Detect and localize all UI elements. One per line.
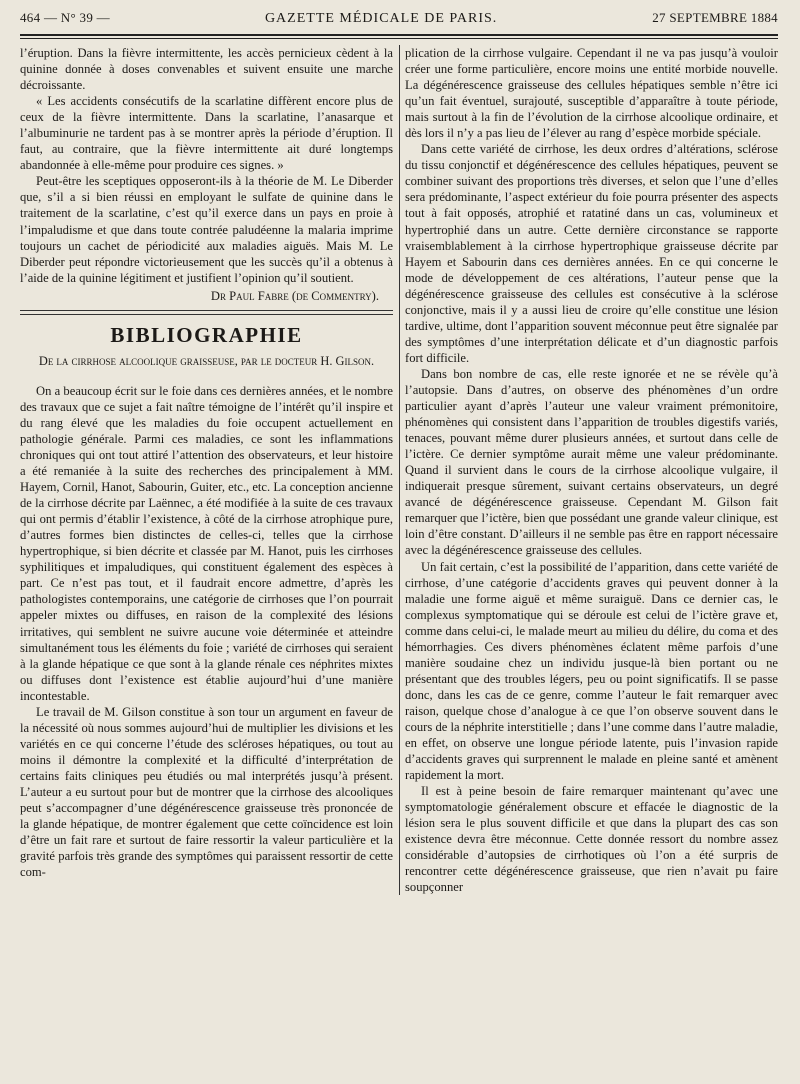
paragraph: Dans cette variété de cirrhose, les deux ordres d’altérations, sclérose du tissu conjonctif et dégénérescence des cellules hépatiques, peuvent se combiner suivant des proportions très diverses, et selon que l’une d’elles sera prédominante, l’aspect extérieur du foie pourra présenter des aspects tout à fait opposés, atrophié et ratatiné dans un cas, volumineux et hypertrophié dans un autre. Cette dernière circonstance se rapporte vraisemblablement à la cirrhose hypertrophique graisseuse décrite par Hayem et Sabourin dans ces dernières années. En ce qui concerne le mode de développement de ces altérations, l’auteur pense que la dégénérescence graisseuse des cellules est consécutive à la sclérose conjonctive, mais il y a aussi lieu de croire qu’elle constitue une lésion tardive, ultime, dont l’apparition souvent méconnue peut être signalée par des symptômes d’une interprétation délicate et d’un diagnostic parfois fort difficile.: [405, 142, 778, 365]
page-number: 464 — N° 39 —: [20, 10, 110, 25]
paragraph: « Les accidents consécutifs de la scarlatine diffèrent encore plus de ceux de la fièvre intermittente. Dans la scarlatine, l’anasarque et l’albuminurie ne tardent pas à se montrer après la période d’éruption. Il faut, au contraire, que la fièvre intermittente ait duré longtemps abandonnée à elle-même pour produire ces signes. »: [20, 94, 393, 173]
header-rule: [20, 34, 778, 39]
running-header: [20, 10, 778, 32]
paragraph: Le travail de M. Gilson constitue à son tour un argument en faveur de la nécessité où nous sommes aujourd’hui de multiplier les divisions et les variétés en ce qui concerne l’étude des scléroses hépatiques, ou tout au moins il démontre la complexité et la difficulté d’interprétation de certains faits cliniques peu étudiés ou mal interprétés jusqu’à présent. L’auteur a eu surtout pour but de montrer que la cirrhose des alcooliques peut s’accompagner d’une dégénérescence graisseuse très prononcée de la glande hépatique, de montrer également que cette coïncidence est loin d’être un fait rare et surtout de faire ressortir la valeur particulière et la gravité parfois très grande des symptômes qui paraissent ressortir de cette com-: [20, 704, 393, 880]
two-column-body: [20, 45, 778, 895]
paragraph: Il est à peine besoin de faire remarquer maintenant qu’avec une symptomatologie généralement obscure et effacée le diagnostic de la lésion sera le plus souvent difficile et que dans la plupart des cas son existence devra être méconnue. Cette donnée ressort du nombre assez considérable d’autopsies de cirrhotiques où l’on a été surpris de rencontrer cette dégénérescence graisseuse, que rien n’avait pu faire soupçonner: [405, 784, 778, 895]
author-signature: Dr Paul Fabre (de Commentry).: [210, 288, 379, 303]
paragraph: plication de la cirrhose vulgaire. Cependant il ne va pas jusqu’à vouloir créer une forme particulière, encore moins une entité morbide nouvelle. La dégénérescence graisseuse des cellules hépatiques semble n’être ici qu’un fait éventuel, surajouté, susceptible d’apparaître à toute période, mais surtout à la fin de l’évolution de la cirrhose alcoolique ordinaire, et dès lors il n’y a pas lieu de l’élever au rang d’espèce morbide spéciale.: [405, 46, 778, 141]
journal-title: GAZETTE MÉDICALE DE PARIS.: [264, 11, 498, 26]
paragraph: l’éruption. Dans la fièvre intermittente, les accès pernicieux cèdent à la quinine donnée à doses convenables et suivent ensuite une marche décroissante.: [20, 46, 393, 93]
paragraph: On a beaucoup écrit sur le foie dans ces dernières années, et le nombre des travaux que ce sujet a fait naître témoigne de l’intérêt qu’il inspire et du rang élevé que les maladies du foie occupent actuellement en pathologie générale. Parmi ces maladies, ce sont les inflammations chroniques qui ont tout attiré l’attention des observateurs, et leur histoire a été remaniée à la suite des recherches des principalement à MM. Hayem, Cornil, Hanot, Sabourin, Guiter, etc., etc. La conception ancienne de la cirrhose décrite par Laënnec, a été modifiée à la suite de ces travaux qui ont permis d’établir l’existence, à côté de la cirrhose atrophique pure, d’autres formes bien distinctes de celles-ci, telles que la cirrhose hypertrophique, si bien décrite et classée par M. Hanot, puis les cirrhoses syphilitiques et impaludiques, qui constituent également des espèces à part. Ce n’est pas tout, et il faudrait encore admettre, d’après les pathologistes contemporains, une catégorie de cirrhoses que l’on pourrait appeler mixtes ou diffuses, en raison de la complexité des lésions irritatives, qui semblent ne suivre aucune voie déterminée et atteindre simultanément tous les éléments du foie ; variété de cirrhoses qui seraient à la glande hépatique ce que sont à la glande rénale ces néphrites mixtes ou diffuses dont l’existence est établie aujourd’hui d’une manière incontestable.: [20, 383, 393, 703]
right-column: [405, 45, 778, 895]
paragraph: Un fait certain, c’est la possibilité de l’apparition, dans cette variété de cirrhose, d’une catégorie d’accidents graves qui peuvent donner à la maladie une forme aiguë et même suraiguë. Dans ce dernier cas, le complexus symptomatique qui se déroule est celui de l’ictère grave et, comme dans celui-ci, le malade meurt au milieu du délire, du coma et des hémorrhagies. Ces divers phénomènes éclatent même parfois d’une manière soudaine chez un individu jusque-là bien portant ou ne présentant que des troubles légers, peu ou point significatifs. Il se passe donc, dans les cas de ce genre, comme l’auteur le fait remarquer avec raison, quelque chose d’analogue à ce que l’on observe souvent dans le cours de la néphrite interstitielle ; dans l’une comme dans l’autre maladie, en effet, on observe une longue période latente, puis l’invasion rapide d’accidents graves qui surprennent le malade en pleine santé et amènent rapidement la mort.: [405, 559, 778, 783]
left-column: [20, 45, 393, 895]
section-title: BIBLIOGRAPHIE: [110, 322, 303, 347]
paragraph: Peut-être les sceptiques opposeront-ils à la théorie de M. Le Diberder que, s’il a si bien réussi en employant le sulfate de quinine dans le traitement de la scarlatine, c’est qu’il exerce dans un pays en proie à l’impaludisme et que dans toute contrée paludéenne la malaria imprime toujours un cachet de périodicité aux maladies aiguës. Mais M. Le Diberder peut répondre victorieusement que les succès qu’il a obtenus à l’aide de la quinine légitiment et justifient l’opinion qu’il soutient.: [20, 174, 393, 285]
paragraph: Dans bon nombre de cas, elle reste ignorée et ne se révèle qu’à l’autopsie. Dans d’autres, on observe des phénomènes d’un ordre particulier ayant d’après l’auteur une valeur vraiment prémonitoire, phénomènes qui consistent dans l’apparition de troubles digestifs variés, tenaces, pouvant même durer plusieurs années, et surtout dans celle de l’ictère. Ce dernier symptôme aurait même une valeur prédominante. Quand il survient dans le cours de la cirrhose alcoolique vulgaire, il indiquerait presque sûrement, suivant certains observateurs, un degré avancé de dégénérescence graisseuse. Cependant M. Gilson fait remarquer que l’ictère, bien que possédant une grande valeur clinique, est loin d’être constant. D’ailleurs il ne semble pas être en rapport nécessaire avec la dégénérescence graisseuse des cellules.: [405, 366, 778, 558]
article-heading: De la cirrhose alcoolique graisseuse, par le docteur H. Gilson.: [38, 353, 375, 368]
column-rule: [399, 45, 400, 895]
section-divider: [20, 310, 393, 315]
issue-date: 27 SEPTEMBRE 1884: [652, 10, 778, 25]
